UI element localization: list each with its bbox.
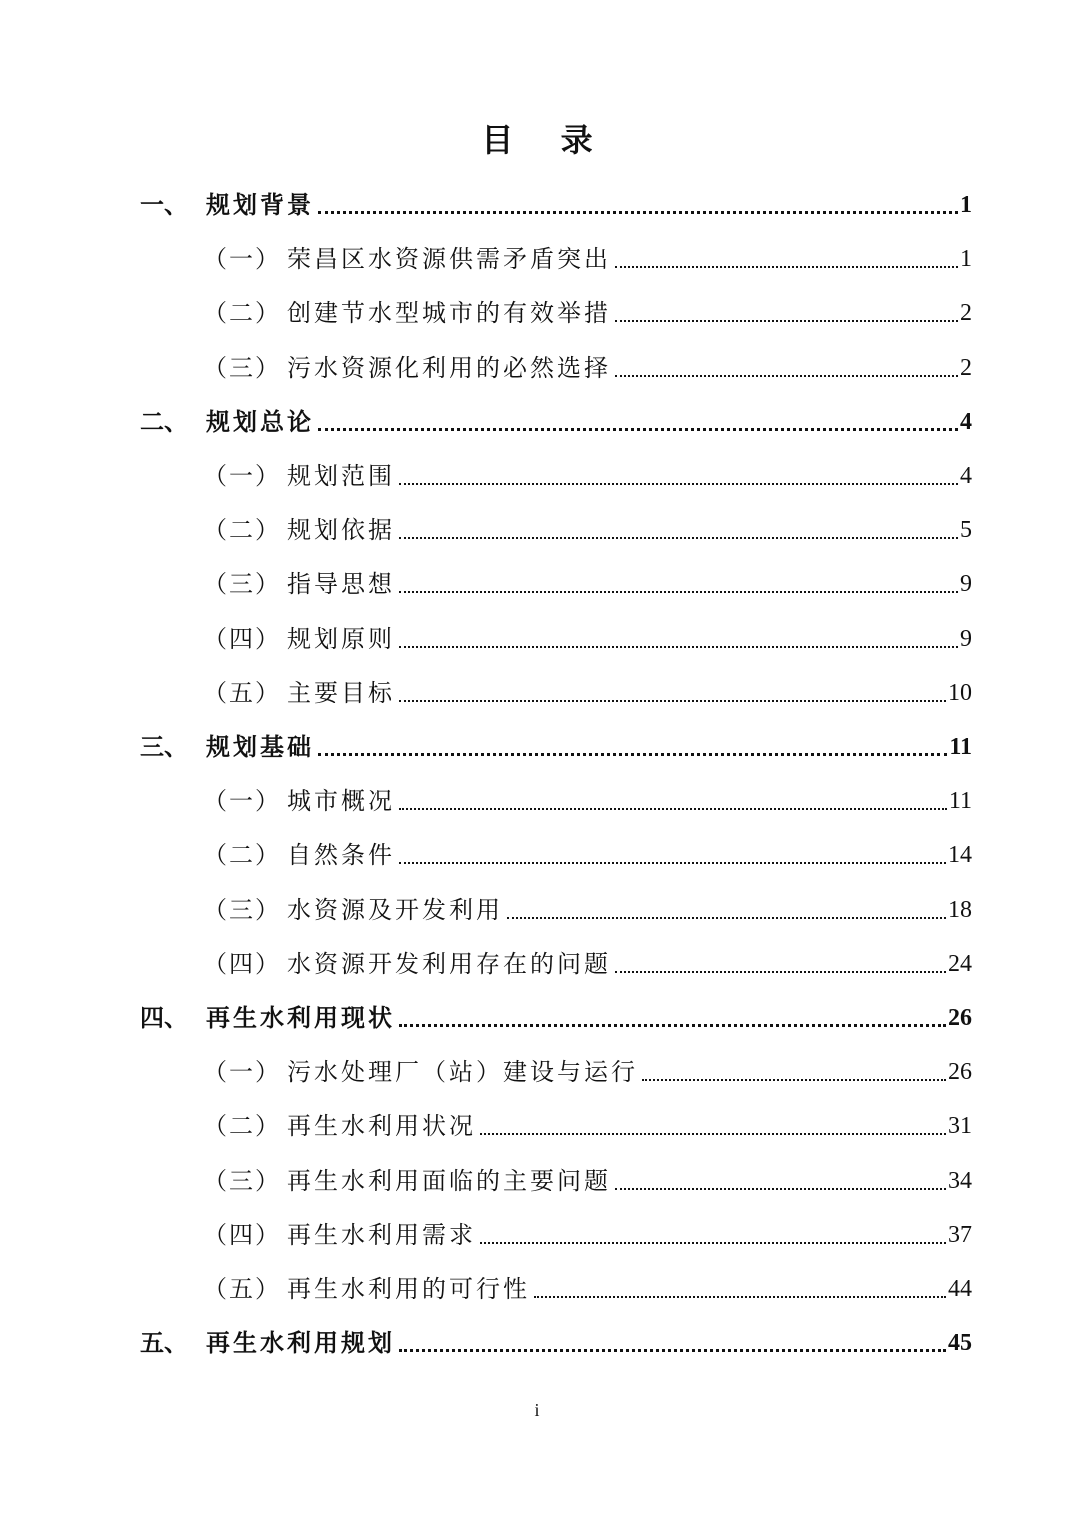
toc-dot-leader (615, 971, 946, 973)
toc-entry-number: （四） (203, 624, 281, 653)
toc-entry-page: 4 (960, 463, 972, 489)
toc-entry-title: 污水处理厂（站）建设与运行 (287, 1058, 638, 1087)
toc-entry-number: （一） (203, 787, 281, 816)
toc-section-entry[interactable] (203, 608, 972, 662)
toc-dot-leader (642, 1079, 946, 1081)
toc-entry-number: （一） (203, 462, 281, 490)
toc-entry-number: （四） (203, 949, 281, 978)
toc-entry-number: （三） (203, 570, 281, 599)
toc-entry-title: 规划原则 (287, 624, 395, 653)
toc-entry-page: 9 (960, 625, 972, 652)
toc-chapter-entry[interactable] (140, 391, 972, 445)
toc-section-entry[interactable] (203, 1150, 972, 1204)
toc-section-entry[interactable] (203, 553, 972, 607)
toc-section-entry[interactable] (203, 1258, 972, 1312)
toc-chapter-entry[interactable] (140, 174, 972, 228)
toc-entry-page: 26 (948, 1005, 972, 1031)
toc-entry-page: 4 (960, 408, 972, 435)
toc-entry-number: （二） (203, 516, 281, 545)
toc-entry-page: 11 (948, 788, 972, 815)
toc-entry-title: 主要目标 (287, 678, 395, 707)
toc-dot-leader (480, 1242, 946, 1244)
toc-entry-title: 规划范围 (287, 462, 395, 490)
toc-entry-page: 34 (948, 1167, 972, 1194)
toc-entry-title: 水资源开发利用存在的问题 (287, 949, 611, 978)
toc-entry-number: （一） (203, 245, 281, 274)
toc-dot-leader (615, 375, 958, 377)
toc-dot-leader (318, 428, 958, 431)
toc-entry-title: 城市概况 (287, 787, 395, 816)
toc-section-entry[interactable] (203, 770, 972, 824)
toc-section-entry[interactable] (203, 282, 972, 336)
toc-dot-leader (399, 646, 958, 648)
toc-entry-number: 一、 (140, 190, 188, 219)
toc-entry-title: 水资源及开发利用 (287, 895, 503, 924)
toc-section-entry[interactable] (203, 1095, 972, 1149)
toc-entry-number: （三） (203, 895, 281, 924)
toc-section-entry[interactable] (203, 662, 972, 716)
toc-entry-number: （四） (203, 1220, 281, 1249)
toc-dot-leader (399, 862, 946, 864)
toc-entry-page: 24 (948, 950, 972, 977)
toc-entry-title: 再生水利用的可行性 (287, 1275, 530, 1303)
toc-entry-page: 1 (960, 192, 972, 218)
toc-entry-number: （二） (203, 841, 281, 870)
toc-section-entry[interactable] (203, 445, 972, 499)
toc-entry-title: 再生水利用现状 (206, 1003, 395, 1032)
toc-section-entry[interactable] (203, 824, 972, 878)
toc-dot-leader (399, 808, 947, 810)
toc-section-entry[interactable] (203, 499, 972, 553)
toc-dot-leader (399, 700, 946, 702)
toc-entry-title: 创建节水型城市的有效举措 (287, 299, 611, 328)
toc-dot-leader (615, 320, 958, 322)
toc-entry-number: （三） (203, 353, 281, 382)
toc-entry-number: 三、 (140, 732, 188, 761)
toc-entry-page: 2 (960, 300, 972, 327)
toc-entry-title: 再生水利用规划 (206, 1328, 395, 1358)
toc-entry-page: 9 (960, 571, 972, 598)
toc-entry-page: 2 (960, 354, 972, 381)
toc-entry-title: 规划基础 (206, 732, 314, 761)
toc-entry-page: 5 (960, 517, 972, 544)
toc-entry-page: 26 (948, 1059, 972, 1086)
toc-entry-number: （一） (203, 1058, 281, 1087)
toc-entry-number: 四、 (140, 1003, 188, 1032)
page-number-footer: i (534, 1400, 540, 1420)
toc-dot-leader (534, 1296, 946, 1298)
toc-entry-title: 荣昌区水资源供需矛盾突出 (287, 245, 611, 274)
toc-entry-page: 37 (948, 1221, 972, 1248)
toc-entry-title: 污水资源化利用的必然选择 (287, 353, 611, 382)
toc-chapter-entry[interactable] (140, 716, 972, 770)
toc-entry-page: 44 (948, 1276, 972, 1302)
toc-section-entry[interactable] (203, 337, 972, 391)
toc-entry-number: （二） (203, 1112, 281, 1141)
toc-dot-leader (480, 1133, 946, 1135)
toc-entry-number: 二、 (140, 406, 188, 436)
toc-entry-page: 10 (948, 679, 972, 706)
toc-entry-title: 再生水利用状况 (287, 1112, 476, 1141)
toc-entry-title: 规划总论 (206, 406, 314, 436)
toc-dot-leader (615, 1188, 946, 1190)
toc-dot-leader (399, 1024, 946, 1027)
toc-entry-number: 五、 (140, 1328, 188, 1358)
toc-dot-leader (399, 1349, 946, 1352)
toc-entry-title: 再生水利用需求 (287, 1220, 476, 1249)
toc-section-entry[interactable] (203, 228, 972, 282)
toc-entry-page: 1 (960, 246, 972, 273)
toc-entry-title: 再生水利用面临的主要问题 (287, 1166, 611, 1195)
toc-dot-leader (507, 917, 946, 919)
toc-entry-title: 指导思想 (287, 570, 395, 599)
toc-entry-page: 11 (949, 734, 972, 760)
toc-entry-page: 14 (948, 842, 972, 869)
toc-title: 目 录 (481, 121, 611, 159)
toc-dot-leader (399, 591, 958, 593)
toc-entry-page: 31 (948, 1113, 972, 1140)
toc-entry-number: （二） (203, 299, 281, 328)
toc-entry-number: （五） (203, 678, 281, 707)
toc-entry-title: 自然条件 (287, 841, 395, 870)
toc-chapter-entry[interactable] (140, 987, 972, 1041)
toc-section-entry[interactable] (203, 879, 972, 933)
toc-entry-page: 18 (948, 896, 972, 923)
toc-entry-title: 规划背景 (206, 190, 314, 219)
toc-chapter-entry[interactable] (140, 1312, 972, 1366)
toc-entry-number: （三） (203, 1166, 281, 1195)
toc-section-entry[interactable] (203, 1204, 972, 1258)
toc-dot-leader (318, 753, 947, 756)
toc-dot-leader (615, 266, 958, 268)
toc-entry-number: （五） (203, 1275, 281, 1303)
toc-section-entry[interactable] (203, 1041, 972, 1095)
toc-dot-leader (399, 537, 958, 539)
toc-entry-title: 规划依据 (287, 516, 395, 545)
toc-entry-page: 45 (948, 1330, 972, 1357)
toc-dot-leader (399, 483, 958, 485)
toc-dot-leader (318, 211, 958, 214)
toc-section-entry[interactable] (203, 933, 972, 987)
